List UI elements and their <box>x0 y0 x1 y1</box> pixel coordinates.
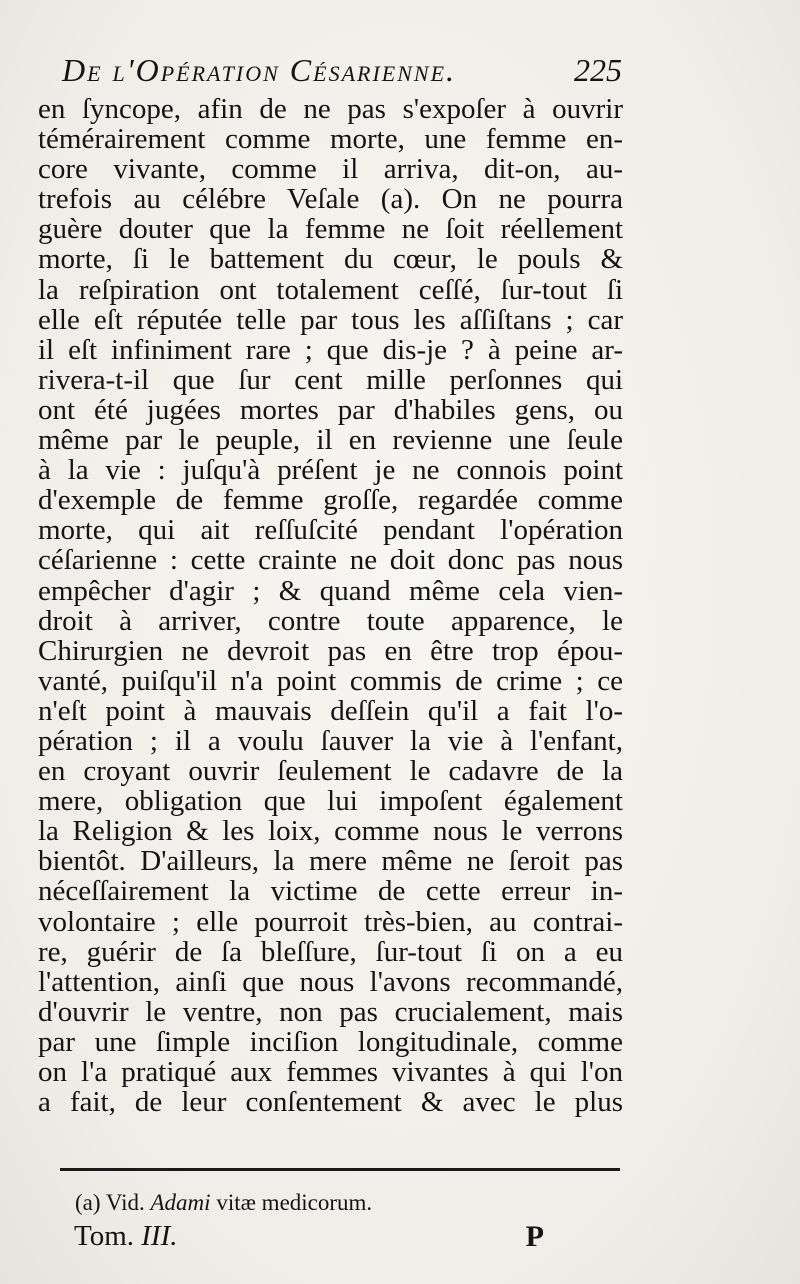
text-line: pération ; il a voulu ſauver la vie à l'enfant, <box>38 724 623 757</box>
page-header <box>62 52 622 96</box>
text-line: ont été jugées mortes par d'habiles gens, ou <box>38 393 623 426</box>
footnote-work: vitæ medicorum. <box>216 1190 373 1215</box>
page-number: 225 <box>574 52 622 88</box>
text-line: l'attention, ainſi que nous l'avons recommandé, <box>38 965 623 998</box>
text-line: guère douter que la femme ne ſoit réellement <box>38 213 623 246</box>
text-line: témérairement comme morte, une femme en- <box>38 123 623 156</box>
running-head: De l'Opération Césarienne. <box>62 52 457 88</box>
text-line: on l'a pratiqué aux femmes vivantes à qui l'on <box>38 1056 623 1088</box>
footnote-author: Adami <box>150 1190 211 1215</box>
body-text <box>38 94 623 1117</box>
text-line: rivera-t-il que ſur cent mille perſonnes qui <box>38 363 623 396</box>
text-line: Chirurgien ne devroit pas en être trop épou- <box>38 634 623 667</box>
text-line: à la vie : juſqu'à préſent je ne connois point <box>38 454 623 487</box>
text-line: en croyant ouvrir ſeulement le cadavre de la <box>38 755 623 788</box>
text-line: trefois au célébre Veſale (a). On ne pourra <box>38 183 623 216</box>
footnote-rule <box>60 1168 620 1171</box>
text-line: d'exemple de femme groſſe, regardée comme <box>38 484 623 517</box>
text-line: core vivante, comme il arriva, dit-on, au- <box>38 153 623 186</box>
text-line: morte, qui ait reſſuſcité pendant l'opération <box>38 514 623 547</box>
footnote <box>75 1190 372 1216</box>
text-line: il eſt infiniment rare ; que dis-je ? à peine ar- <box>38 333 623 366</box>
text-line: bientôt. D'ailleurs, la mere même ne ſeroit pas <box>38 845 623 878</box>
text-line: mere, obligation que lui impoſent également <box>38 785 623 818</box>
text-line: la reſpiration ont totalement ceſſé, ſur-tout ſi <box>38 273 623 306</box>
text-line: en ſyncope, afin de ne pas s'expoſer à ouvrir <box>38 93 623 125</box>
text-line: même par le peuple, il en revienne une ſeule <box>38 424 623 457</box>
text-line: re, guérir de ſa bleſſure, ſur-tout ſi on a eu <box>38 935 623 968</box>
text-line: empêcher d'agir ; & quand même cela vien- <box>38 574 623 607</box>
text-line: vanté, puiſqu'il n'a point commis de crime ; ce <box>38 664 623 697</box>
footnote-marker: (a) <box>75 1190 101 1215</box>
text-line: volontaire ; elle pourroit très-bien, au contrai- <box>38 905 623 938</box>
text-line: elle eſt réputée telle par tous les aſſiſtans ; car <box>38 303 623 336</box>
text-line: néceſſairement la victime de cette erreur in- <box>38 875 623 908</box>
volume-prefix: Tom. <box>74 1220 134 1252</box>
footnote-prefix: Vid. <box>105 1190 145 1215</box>
text-line: céſarienne : cette crainte ne doit donc pas nous <box>38 544 623 577</box>
text-line: la Religion & les loix, comme nous le verrons <box>38 815 623 848</box>
signature-mark: P <box>525 1220 544 1253</box>
text-line: par une ſimple inciſion longitudinale, comme <box>38 1025 623 1058</box>
volume-number: III. <box>141 1220 178 1252</box>
text-line: morte, ſi le battement du cœur, le pouls & <box>38 243 623 276</box>
text-line: d'ouvrir le ventre, non pas crucialement, mais <box>38 995 623 1028</box>
signature-line <box>74 1220 544 1260</box>
text-line: n'eſt point à mauvais deſſein qu'il a fait l'o- <box>38 694 623 727</box>
text-line: a fait, de leur conſentement & avec le plus <box>38 1086 623 1119</box>
volume-label <box>74 1220 177 1253</box>
text-line: droit à arriver, contre toute apparence, le <box>38 604 623 637</box>
